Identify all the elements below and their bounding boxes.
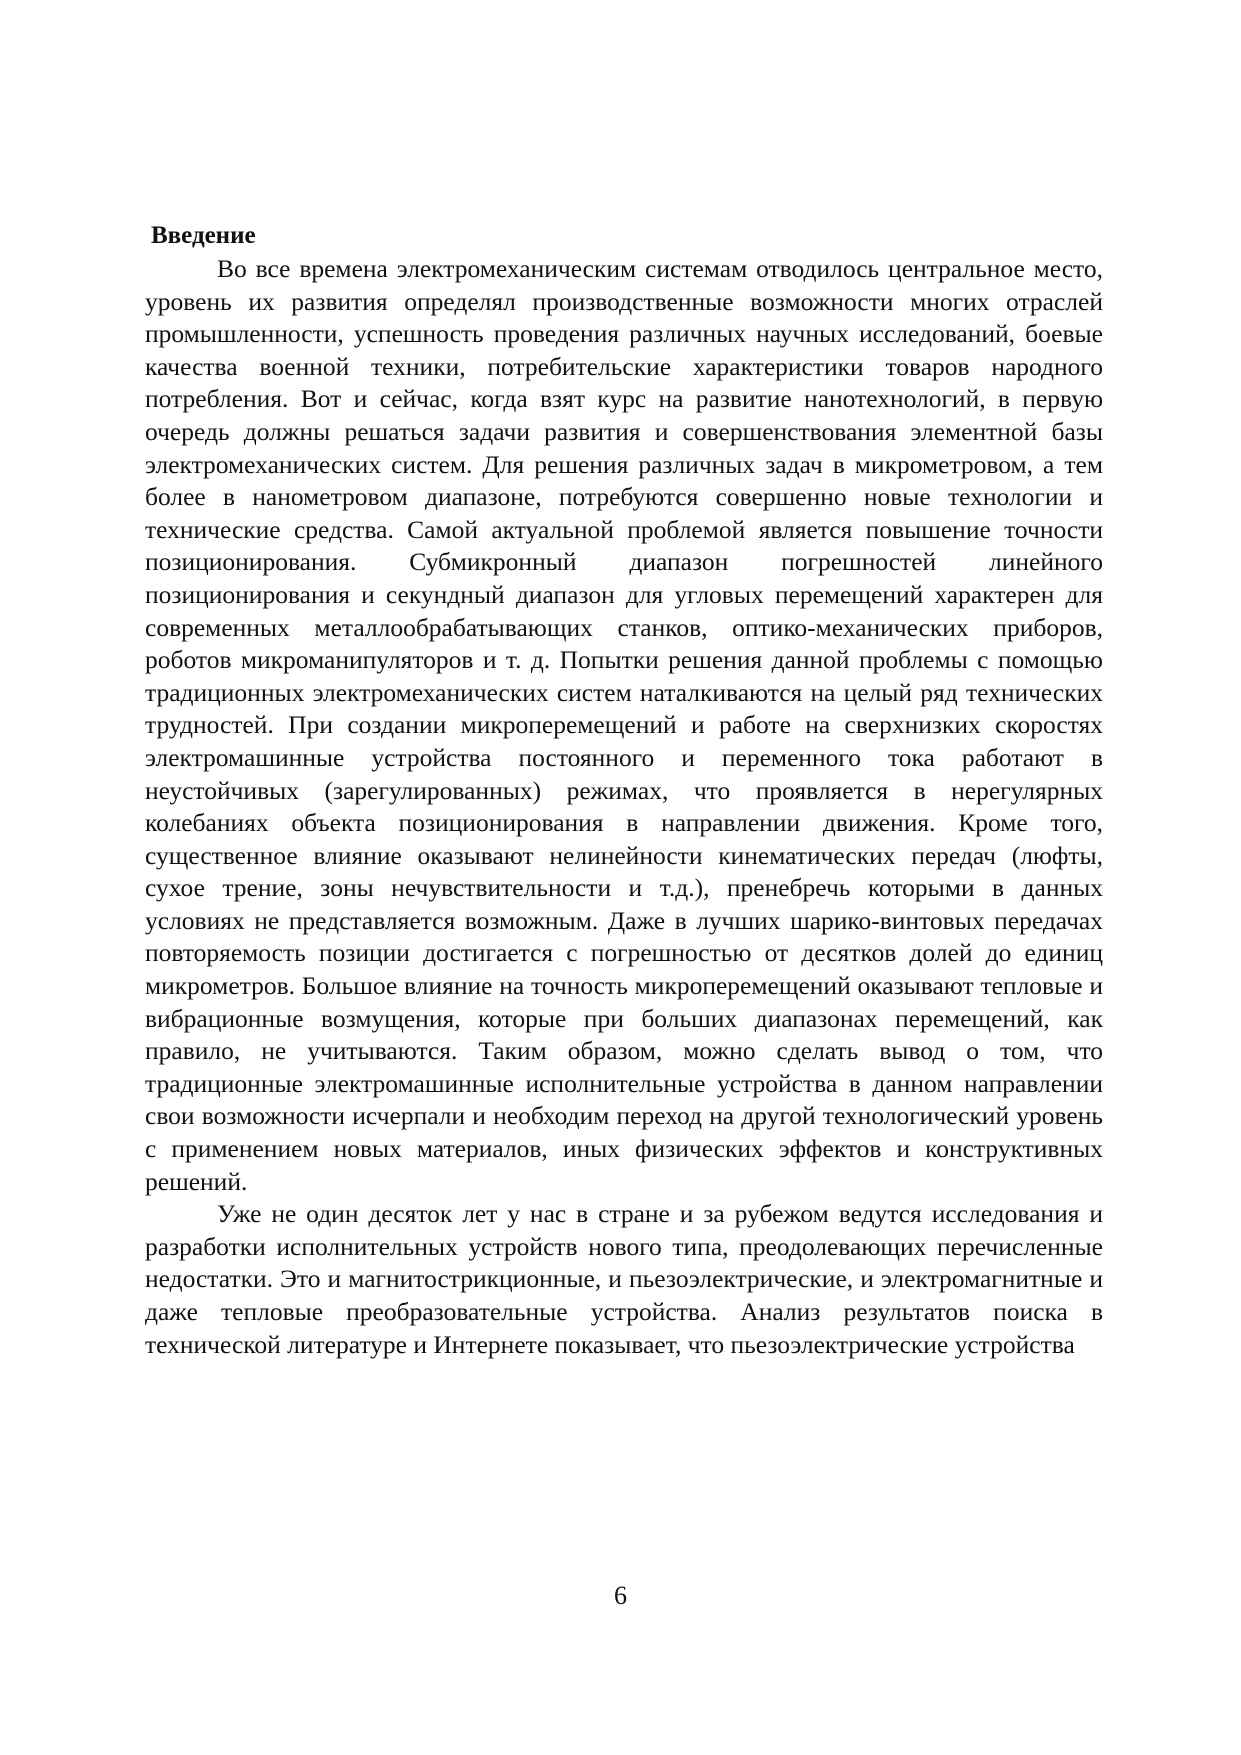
paragraph-2: Уже не один десяток лет у нас в стране и за рубежом ведутся исследования и разработки исполнительных устройств нового типа, преодолевающих перечисленные недостатки. Это и магнитострикционные, и пьезоэлектрические, и электромагнитные и даже тепловые преобразовательные устройства. Анализ результатов поиска в технической литературе и Интернете показывает, что пьезоэлектрические устройства	[145, 1199, 1103, 1359]
paragraph-1: Во все времена электромеханическим системам отводилось центральное место, уровень их развития определял производственные возможности многих отраслей промышленности, успешность проведения различных научных исследований, боевые качества военной техники, потребительские характеристики товаров народного потребления. Вот и сейчас, когда взят курс на развитие нанотехнологий, в первую очередь должны решаться задачи развития и совершенствования элементной базы электромеханических систем. Для решения различных задач в микрометровом, а тем более в нанометровом диапазоне, потребуются совершенно новые технологии и технические средства. Самой актуальной проблемой является повышение точности позиционирования. Субмикронный диапазон погрешностей линейного позиционирования и секундный диапазон для угловых перемещений характерен для современных металлообрабатывающих станков, оптико-механических приборов, роботов микроманипуляторов и т. д. Попытки решения данной проблемы с помощью традиционных электромеханических систем наталкиваются на целый ряд технических трудностей. При создании микроперемещений и работе на сверхнизких скоростях электромашинные устройства постоянного и переменного тока работают в неустойчивых (зарегулированных) режимах, что проявляется в нерегулярных колебаниях объекта позиционирования в направлении движения. Кроме того, существенное влияние оказывают нелинейности кинематических передач (люфты, сухое трение, зоны нечувствительности и т.д.), пренебречь которыми в данных условиях не представляется возможным. Даже в лучших шарико-винтовых передачах повторяемость позиции достигается с погрешностью от десятков долей до единиц микрометров. Большое влияние на точность микроперемещений оказывают тепловые и вибрационные возмущения, которые при больших диапазонах перемещений, как правило, не учитываются. Таким образом, можно сделать вывод о том, что традиционные электромашинные исполнительные устройства в данном направлении свои возможности исчерпали и необходим переход на другой технологический уровень с применением новых материалов, иных физических эффектов и конструктивных решений.	[145, 254, 1103, 1196]
section-heading: Введение	[151, 222, 256, 249]
body-text	[145, 253, 1103, 1361]
page-number: 6	[614, 1581, 627, 1610]
